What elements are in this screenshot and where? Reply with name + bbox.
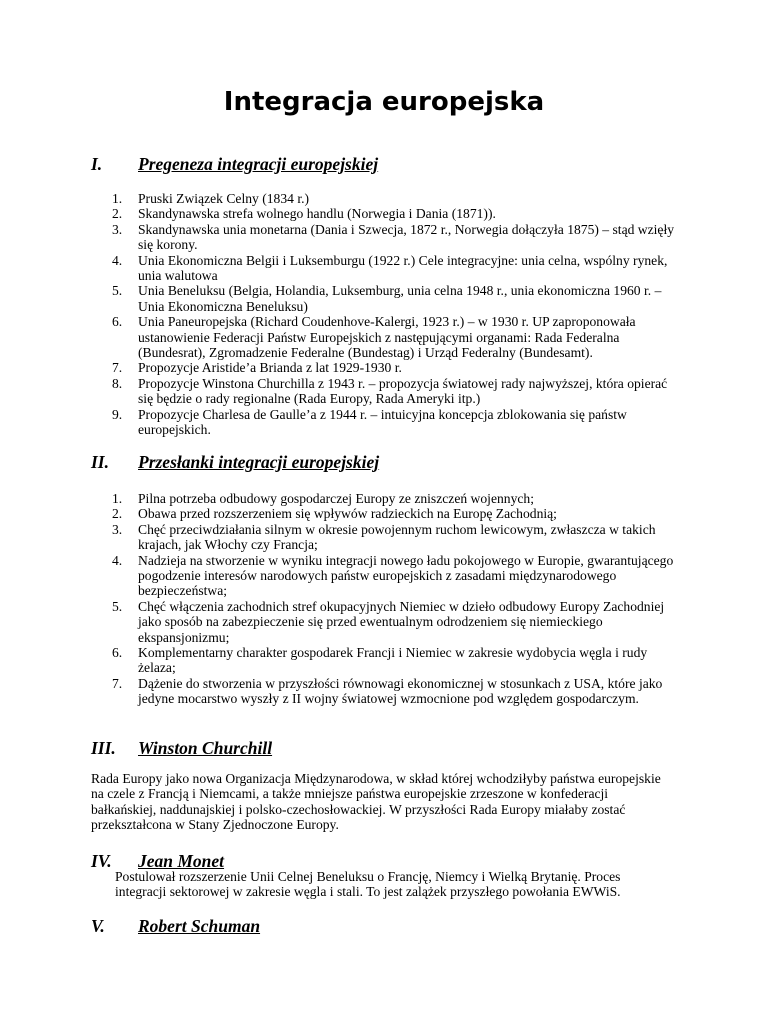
list-item: 3. Skandynawska unia monetarna (Dania i Szwecja, 1872 r., Norwegia dołączyła 1875) – stąd wzięły się korony. [112,221,675,253]
list-item: 5. Chęć włączenia zachodnich stref okupacyjnych Niemiec w dzieło odbudowy Europy Zachodniej jako sposób na zabezpieczenie się przed ewentualnym odrodzeniem się niemieckiego ekspansjonizmu; [112,598,665,645]
section-number: III. [91,738,116,758]
list-item: 4. Unia Ekonomiczna Belgii i Luksemburgu (1922 r.) Cele integracyjne: unia celna, wspólny rynek, unia walutowa [112,252,668,284]
section-number: IV. [91,851,112,871]
section-heading-1 [91,153,378,175]
section-number: V. [91,916,105,936]
section-4-paragraph: Postulował rozszerzenie Unii Celnej Beneluksu o Francję, Niemcy i Wielką Brytanię. Proces integracji sektorowej w zakresie węgla i stali. To jest zalążek przyszłego powołania EWWiS. [115,869,621,900]
section-heading-5 [91,915,260,937]
section-title: Jean Monet [138,851,225,871]
list-item: 7. Propozycje Aristide’a Brianda z lat 1929-1930 r. [112,360,402,376]
list-item: 5. Unia Beneluksu (Belgia, Holandia, Luksemburg, unia celna 1948 r., unia ekonomiczna 1960 r. – Unia Ekonomiczna Beneluksu) [112,283,662,314]
section-heading-3 [91,737,272,759]
section-1-list [0,191,768,438]
list-item: 1. Pruski Związek Celny (1834 r.) [112,191,310,206]
list-item: 3. Chęć przeciwdziałania silnym w okresie powojennym ruchom lewicowym, zwłaszcza w takich krajach, jak Włochy czy Francja; [112,521,656,553]
list-item: 4. Nadzieja na stworzenie w wyniku integracji nowego ładu pokojowego w Europie, gwarantującego pogodzenie interesów narodowych państw europejskich z zasadami międzynarodowego bezpieczeństwa; [112,552,674,599]
list-item: 2. Obawa przed rozszerzeniem się wpływów radzieckich na Europę Zachodnią; [112,506,557,522]
list-item: 7. Dążenie do stworzenia w przyszłości równowagi ekonomicznej w stosunkach z USA, które jako jedyne mocarstwo wyszły z II wojny światowej wzmocnione pod względem gospodarczym. [112,675,663,707]
section-2-list [0,491,768,707]
list-item: 6. Komplementarny charakter gospodarek Francji i Niemiec w zakresie wydobycia węgla i rudy żelaza; [112,645,648,676]
section-heading-2 [91,451,379,473]
list-item: 9. Propozycje Charlesa de Gaulle’a z 1944 r. – intuicyjna koncepcja zblokowania się państw europejskich. [112,406,627,438]
section-title: Robert Schuman [138,916,261,936]
list-item: 1. Pilna potrzeba odbudowy gospodarczej Europy ze zniszczeń wojennych; [112,491,534,506]
list-item: 6. Unia Paneuropejska (Richard Coudenhove-Kalergi, 1923 r.) – w 1930 r. UP zaproponowała ustanowienie Federacji Państw Europejskich z następującymi organami: Rada Federalna (Bundesrat), Zgromadzenie Federalne (Bundestag) i Urząd Federalny (Bundesamt). [112,314,636,361]
section-number: II. [91,452,109,472]
list-item: 2. Skandynawska strefa wolnego handlu (Norwegia i Dania (1871)). [112,206,496,222]
section-3-paragraph: Rada Europy jako nowa Organizacja Międzynarodowa, w skład której wchodziłyby państwa europejskie na czele z Francją i Niemcami, a także mniejsze państwa europejskie zrzeszone w konfederacji bałkańskiej, naddunajskiej i polsko-czechosłowackiej. W przyszłości Rada Europy miałaby zostać przekształcona w Stany Zjednoczone Europy. [91,771,661,833]
document-title: Integracja europejska [223,87,545,117]
section-title: Przesłanki integracji europejskiej [138,452,380,472]
section-number: I. [91,154,103,174]
list-item: 8. Propozycje Winstona Churchilla z 1943 r. – propozycja światowej rady najwyższej, która opierać się będzie o rady regionalne (Rada Europy, Rada Ameryki itp.) [112,375,668,407]
section-title: Pregeneza integracji europejskiej [138,154,379,174]
section-title: Winston Churchill [138,738,273,758]
